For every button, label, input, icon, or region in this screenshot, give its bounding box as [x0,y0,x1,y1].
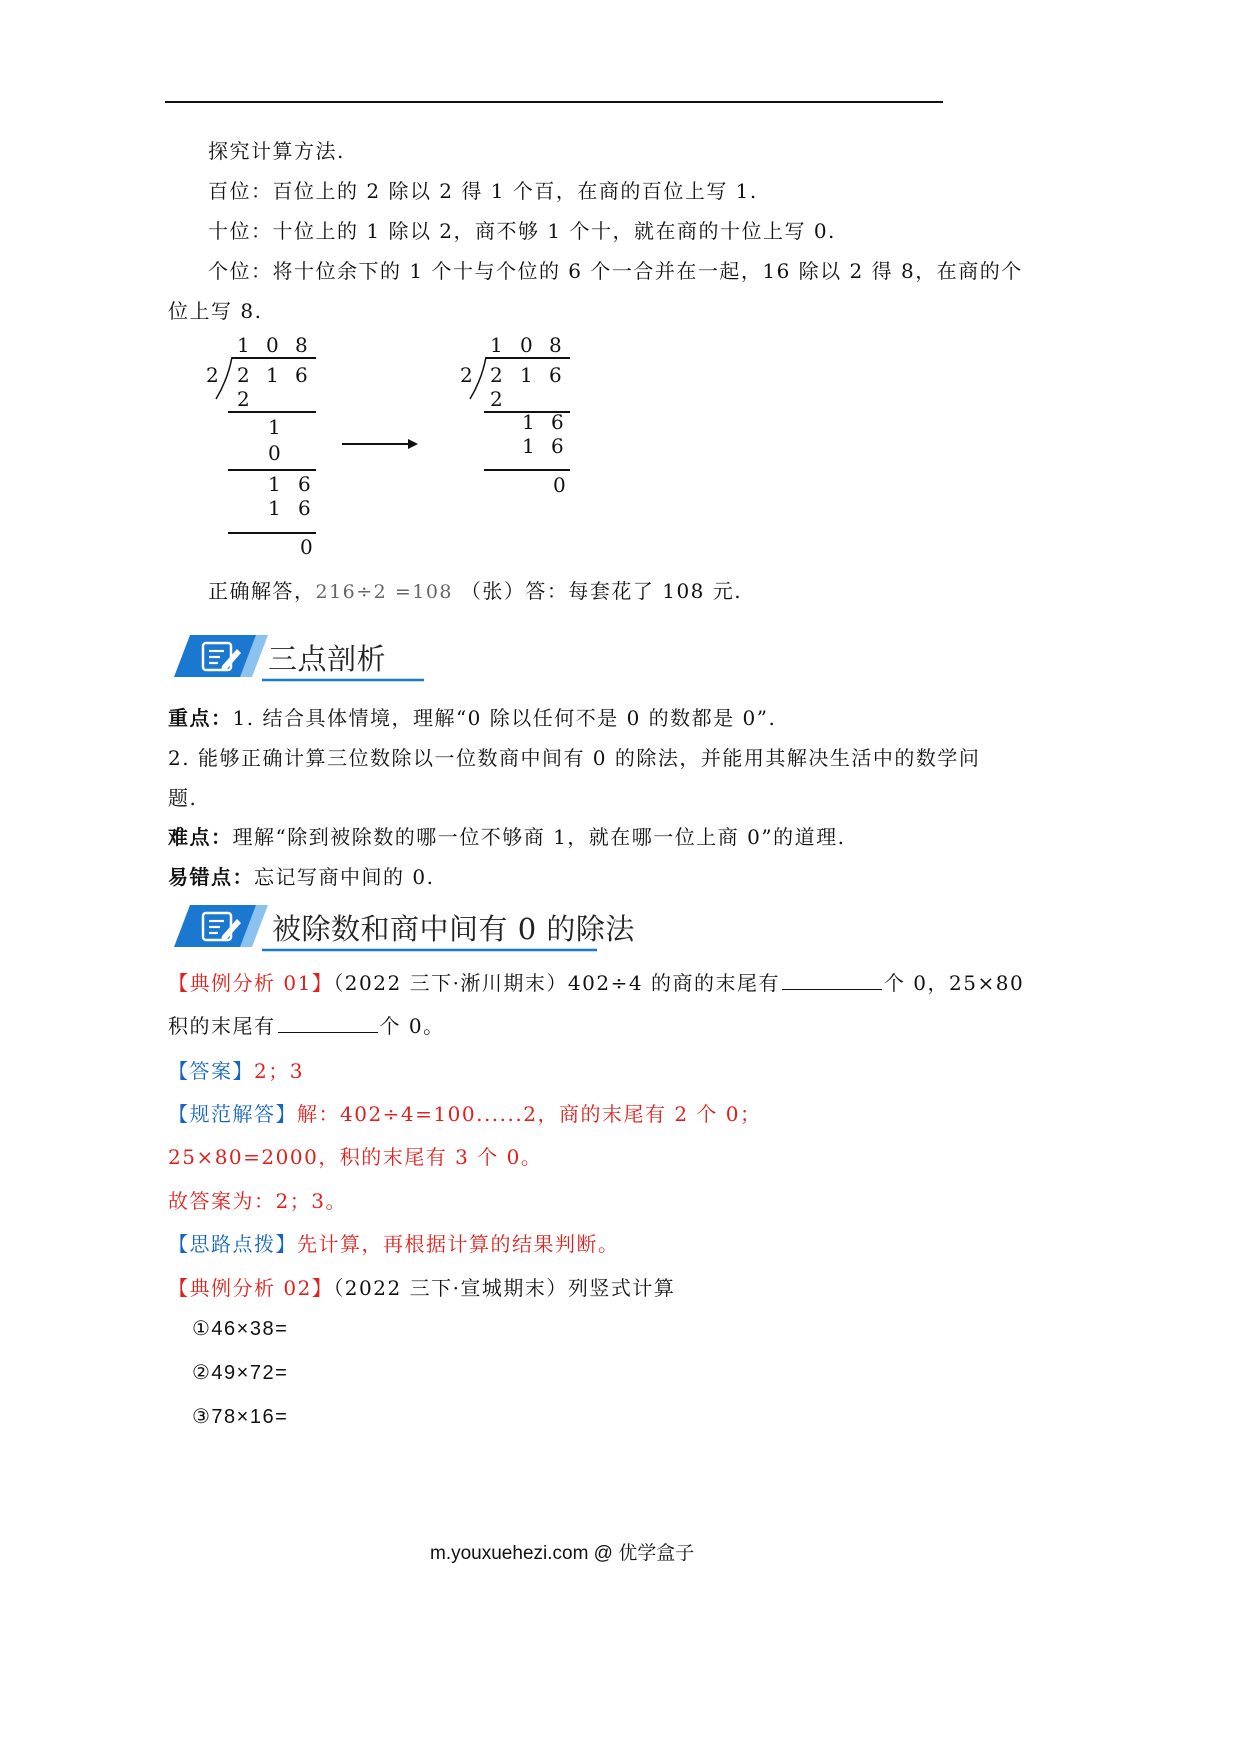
answer-suffix: （张）答：每套花了 108 元. [460,579,743,603]
intro-line-4a: 个位：将十位余下的 1 个十与个位的 6 个一合并在一起，16 除以 2 得 8，在商的个 [208,259,1023,283]
example1-answer [168,1055,304,1084]
quotient-digit: 8 [295,333,308,357]
dividend-digit: 6 [295,363,308,387]
difficulty-point [168,821,845,850]
hint-text: 先计算，再根据计算的结果判断。 [297,1232,620,1256]
error-label: 易错点： [168,865,254,889]
dividend-digit: 6 [549,363,562,387]
example1-solution-1 [168,1098,761,1127]
key-point-2b: 题. [168,786,198,810]
section-title: 被除数和商中间有 0 的除法 [272,912,635,946]
step-digit: 6 [298,496,311,520]
solution-text: 解：402÷4=100......2，商的末尾有 2 个 0； [297,1102,762,1126]
intro-line-3: 十位：十位上的 1 除以 2，商不够 1 个十，就在商的十位上写 0. [208,219,836,243]
step-line [228,469,316,471]
step-line [228,411,316,413]
step-digit: 1 [522,434,535,458]
difficulty-label: 难点： [168,825,233,849]
solution-tag: 【规范解答】 [168,1102,297,1126]
example1-hint [168,1228,620,1257]
example1-solution-2: 25×80=2000，积的末尾有 3 个 0。 [168,1145,543,1169]
dividend-digit: 1 [266,363,279,387]
intro-line-4b: 位上写 8. [168,299,263,323]
answer-blank [278,1014,378,1033]
intro-line-2: 百位：百位上的 2 除以 2 得 1 个百，在商的百位上写 1. [208,179,758,203]
division-bar [486,357,570,359]
step-digit: 1 [268,496,281,520]
key-point-2a: 2. 能够正确计算三位数除以一位数商中间有 0 的除法，并能用其解决生活中的数学问 [168,746,981,770]
notepad-pencil-icon [200,640,242,674]
difficulty-text: 理解“除到被除数的哪一位不够商 1，就在哪一位上商 0”的道理. [232,825,846,849]
example2-text: （2022 三下·宣城期末）列竖式计算 [333,1276,676,1300]
answer-equation: 216÷2 =108 [315,581,453,603]
example1-text-d: 个 0。 [379,1014,445,1038]
answer-tag: 【答案】 [168,1059,254,1083]
quotient-digit: 1 [490,333,503,357]
answer-text: 2；3 [254,1059,304,1083]
divisor: 2 [206,363,219,387]
step-digit: 6 [551,434,564,458]
step-digit: 1 [268,415,281,439]
quotient-digit: 0 [520,333,533,357]
example1-solution-3: 故答案为：2；3。 [168,1189,347,1213]
step-digit: 0 [268,441,281,465]
example1-question-line1 [168,967,1024,996]
section-title: 三点剖析 [268,642,387,676]
remainder-digit: 0 [553,473,566,497]
example2-item: ③78×16= [192,1406,289,1428]
divisor: 2 [460,363,473,387]
step-line [484,469,570,471]
example1-tag: 【典例分析 01】 [168,971,334,995]
division-bar [232,357,316,359]
arrow-right-icon [342,437,420,451]
example1-text-b: 个 0，25×80 [883,971,1025,995]
example1-text-a: （2022 三下·淅川期末）402÷4 的商的末尾有 [333,971,780,995]
header-rule [165,101,943,103]
example2-item: ②49×72= [192,1362,289,1384]
step-digit: 6 [551,410,564,434]
step-digit: 1 [268,472,281,496]
example2-item: ①46×38= [192,1318,289,1340]
key-text: 1. 结合具体情境，理解“0 除以任何不是 0 的数都是 0”. [232,706,777,730]
answer-prefix: 正确解答， [208,579,316,603]
error-text: 忘记写商中间的 0. [254,865,435,889]
key-point-1 [168,702,776,731]
quotient-digit: 1 [237,333,250,357]
dividend-digit: 2 [490,363,503,387]
example1-question-line2 [168,1010,445,1039]
section-banner-division [172,903,635,953]
quotient-digit: 8 [549,333,562,357]
step-digit: 2 [237,387,250,411]
key-label: 重点： [168,706,233,730]
error-point [168,861,434,890]
footer-watermark: m.youxuehezi.com @ 优学盒子 [430,1543,695,1564]
example1-text-c: 积的末尾有 [168,1014,276,1038]
step-digit: 1 [522,410,535,434]
remainder-digit: 0 [300,535,313,559]
dividend-digit: 2 [237,363,250,387]
section-banner-analysis [172,633,432,683]
dividend-digit: 1 [520,363,533,387]
answer-line [208,575,742,604]
example2-tag: 【典例分析 02】 [168,1276,334,1300]
example2-question [168,1272,675,1301]
step-digit: 6 [298,472,311,496]
hint-tag: 【思路点拨】 [168,1232,297,1256]
quotient-digit: 0 [266,333,279,357]
answer-blank [782,971,882,990]
intro-line-1: 探究计算方法. [208,139,345,163]
notepad-pencil-icon [200,910,242,944]
step-line [228,532,316,534]
step-digit: 2 [490,387,503,411]
